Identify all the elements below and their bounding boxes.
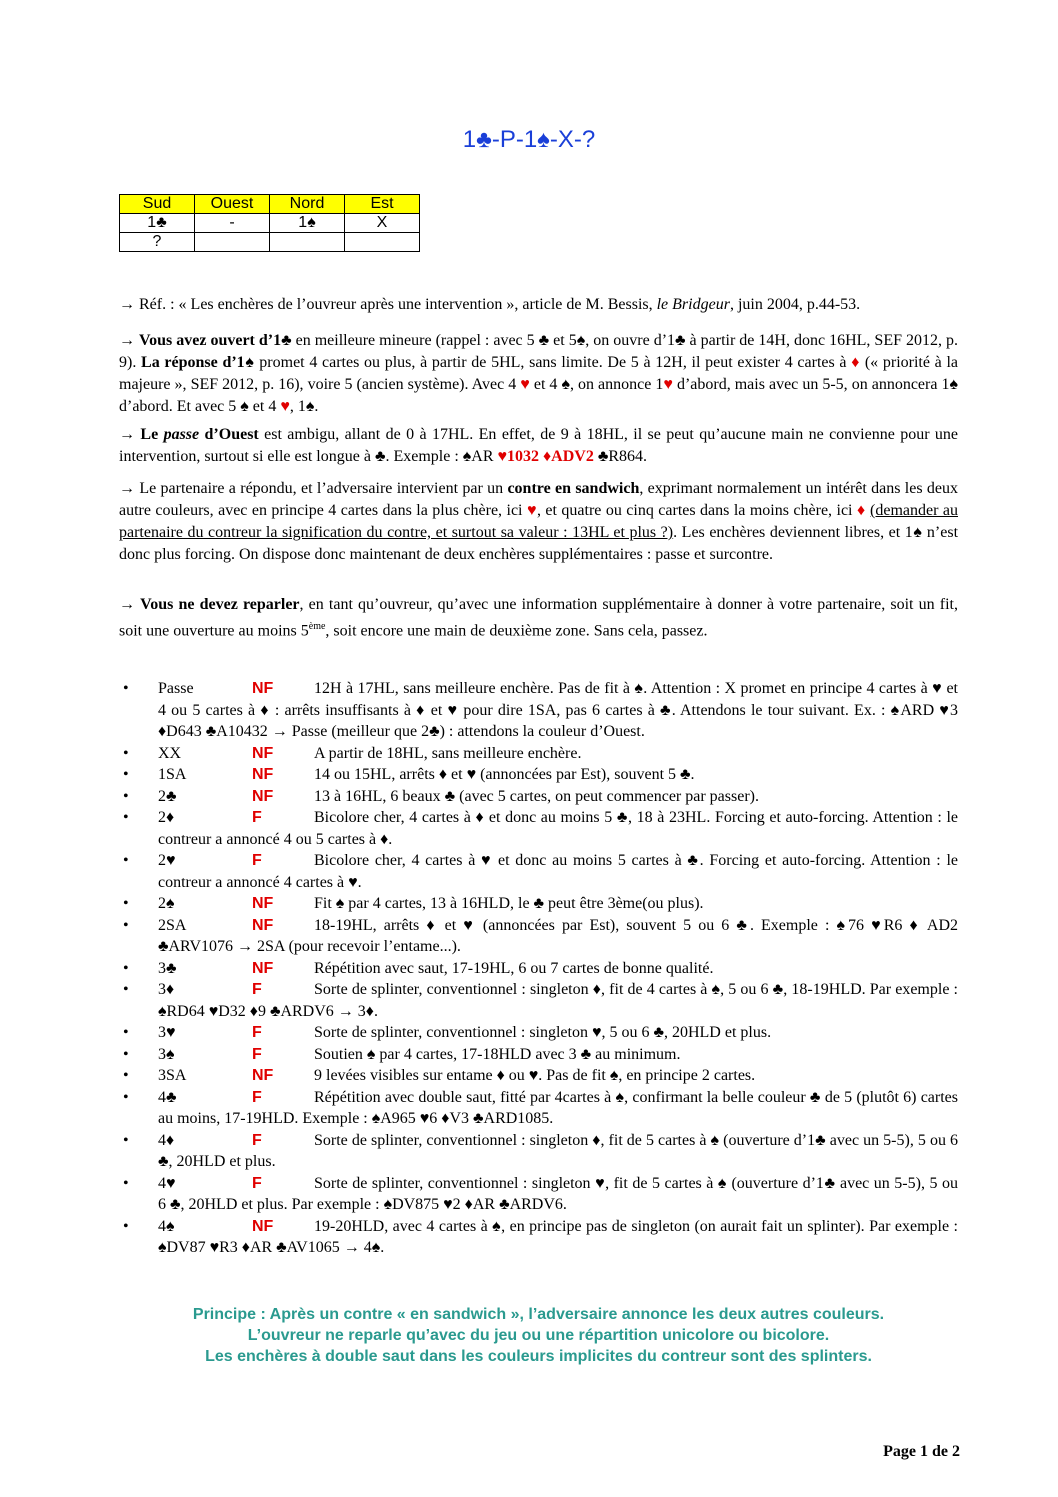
bid-item	[119, 958, 958, 980]
bid-description: Répétition avec double saut, fitté par 4cartes à ♠, confirmant la belle couleur ♣ de 5 (plutôt 6) cartes au moins, 17-19HLD. Exemple : ♠A965 ♥6 ♦V3 ♣ARD1085.	[158, 1088, 958, 1127]
bid-item	[119, 893, 958, 915]
forcing-label: NF	[252, 959, 274, 977]
bid-label: 2♠	[158, 895, 175, 912]
principle-line: Les enchères à double saut dans les couleurs implicites du contreur sont des splinters.	[205, 1348, 872, 1365]
bid-label: 3♠	[158, 1045, 175, 1063]
bullet-icon: •	[123, 1045, 129, 1063]
bid-description: Soutien ♠ par 4 cartes, 17-18HLD avec 3 ♣ au minimum.	[314, 1045, 681, 1063]
bid-description: 14 ou 15HL, arrêts ♦ et ♥ (annoncées par Est), souvent 5 ♣.	[314, 766, 695, 783]
bid-cell	[195, 233, 270, 252]
bid-item	[119, 1216, 958, 1259]
bid-label: Passe	[158, 680, 194, 697]
west-pass-paragraph: → Le passe d’Ouest est ambigu, allant de 0 à 17HL. En effet, de 9 à 18HL, il se peut qu’aucune main ne convienne pour une intervention, surtout si elle est longue à ♣. Exemple : ♠AR ♥1032 ♦ADV2 ♣R864.	[119, 426, 959, 465]
bullet-icon: •	[123, 1174, 129, 1192]
bid-cell: 1♣	[120, 214, 195, 233]
bid-label: XX	[158, 744, 182, 762]
bid-item	[119, 1130, 958, 1173]
bid-description: 9 levées visibles sur entame ♦ ou ♥. Pas de fit ♠, en principe 2 cartes.	[314, 1067, 756, 1084]
bid-description: 13 à 16HL, 6 beaux ♣ (avec 5 cartes, on peut commencer par passer).	[314, 787, 759, 805]
bid-label: 2SA	[158, 916, 187, 934]
bid-description: Sorte de splinter, conventionnel : singleton ♦, fit de 5 cartes à ♠ (ouverture d’1♣ avec un 5-5), 5 ou 6 ♣, 20HLD et plus.	[158, 1131, 958, 1170]
bullet-icon: •	[123, 1067, 129, 1084]
forcing-label: NF	[252, 916, 274, 934]
bid-description: Sorte de splinter, conventionnel : singleton ♥, fit de 5 cartes à ♠ (ouverture d’1♣ avec un 5-5), 5 ou 6 ♣, 20HLD et plus. Par exemple : ♠DV875 ♥2 ♦AR ♣ARDV6.	[158, 1174, 958, 1213]
bid-item	[119, 678, 958, 743]
sandwich-double-paragraph: → Le partenaire a répondu, et l’adversaire intervient par un contre en sandwich, exprimant normalement un intérêt dans les deux autre couleurs, avec en principe 4 cartes dans la plus chère, ici ♥, et quatre ou cinq cartes dans la moins chère, ici ♦ (demander au partenaire du contreur la signification du contre, et surtout sa valeur : 13HL et plus ?). Les enchères deviennent libres, et 1♠ n’est donc plus forcing. On dispose donc maintenant de deux enchères supplémentaires : passe et surcontre.	[119, 480, 959, 563]
bid-description: 12H à 17HL, sans meilleure enchère. Pas de fit à ♠. Attention : X promet en principe 4 cartes à ♥ et 4 ou 5 cartes à ♦ : arrêts insuffisants à ♦ et ♥ pour dire 1SA, pas 6 cartes à ♣. Attendons le tour suivant. Ex. : ♠ARD ♥3 ♦D643 ♣A10432 → Passe (meilleur que 2♣) : attendons la couleur d’Ouest.	[158, 680, 958, 740]
bullet-icon: •	[123, 959, 129, 977]
bidding-table	[119, 194, 420, 252]
bid-label: 2♣	[158, 787, 177, 805]
forcing-label: NF	[252, 680, 274, 697]
page-number: Page 1 de 2	[883, 1443, 960, 1460]
bullet-icon: •	[123, 744, 129, 762]
bid-label: 1SA	[158, 766, 187, 783]
bid-label: 2♦	[158, 809, 175, 826]
page-title: 1♣-P-1♠-X-?	[462, 126, 596, 153]
bullet-icon: •	[123, 981, 129, 998]
forcing-label: F	[252, 852, 262, 869]
header-est: Est	[345, 195, 420, 214]
bid-description: Sorte de splinter, conventionnel : singleton ♦, fit de 4 cartes à ♠, 5 ou 6 ♣, 18-19HLD. Par exemple : ♠RD64 ♥D32 ♦9 ♣ARDV6 → 3♦.	[158, 981, 958, 1020]
bid-description: Répétition avec saut, 17-19HL, 6 ou 7 cartes de bonne qualité.	[314, 959, 714, 977]
bid-description: 19-20HLD, avec 4 cartes à ♠, en principe pas de singleton (on aurait fait un splinter). Par exemple : ♠DV87 ♥R3 ♦AR ♣AV1065 → 4♠.	[158, 1217, 958, 1256]
rebid-paragraph: → Vous ne devez reparler, en tant qu’ouvreur, qu’avec une information supplémentaire à donner à votre partenaire, soit un fit, soit une ouverture au moins 5ème, soit encore une main de deuxième zone. Sans cela, passez.	[119, 596, 958, 640]
bid-description: Bicolore cher, 4 cartes à ♥ et donc au moins 5 cartes à ♣. Forcing et auto-forcing. Attention : le contreur a annoncé 4 cartes à ♥.	[158, 852, 958, 891]
principle-line: Principe : Après un contre « en sandwich », l’adversaire annonce les deux autres couleurs.	[192, 1306, 885, 1323]
bid-label: 3♣	[158, 959, 177, 977]
bullet-icon: •	[123, 809, 129, 826]
bid-description: 18-19HL, arrêts ♦ et ♥ (annoncées par Est), souvent 5 ou 6 ♣. Exemple : ♠76 ♥R6 ♦ AD2 ♣ARV1076 → 2SA (pour recevoir l’entame...).	[158, 916, 958, 955]
bullet-icon: •	[123, 1024, 129, 1041]
bullet-icon: •	[123, 1217, 129, 1235]
forcing-label: F	[252, 1088, 262, 1106]
bid-label: 4♥	[158, 1174, 176, 1192]
bid-item	[119, 743, 958, 765]
bid-item	[119, 850, 958, 893]
bullet-icon: •	[123, 895, 129, 912]
bid-label: 3♥	[158, 1024, 176, 1041]
bid-item	[119, 1087, 958, 1130]
bid-label: 3♦	[158, 981, 175, 998]
bid-description: Fit ♠ par 4 cartes, 13 à 16HLD, le ♣ peut être 3ème(ou plus).	[314, 895, 704, 912]
bid-label: 4♦	[158, 1131, 175, 1149]
forcing-label: NF	[252, 895, 274, 912]
bid-cell: 1♠	[270, 214, 345, 233]
bid-item	[119, 807, 958, 850]
bullet-icon: •	[123, 1088, 129, 1106]
bullet-icon: •	[123, 787, 129, 805]
forcing-label: NF	[252, 787, 274, 805]
bullet-icon: •	[123, 1131, 129, 1149]
bid-description: Sorte de splinter, conventionnel : singleton ♥, 5 ou 6 ♣, 20HLD et plus.	[314, 1024, 772, 1041]
header-ouest: Ouest	[195, 195, 270, 214]
opening-paragraph: → Vous avez ouvert d’1♣ en meilleure mineure (rappel : avec 5 ♣ et 5♠, on ouvre d’1♣ à partir de 14H, donc 16HL, SEF 2012, p. 9). La réponse d’1♠ promet 4 cartes ou plus, à partir de 5HL, sans limite. De 5 à 12H, il peut exister 4 cartes à ♦ (« priorité à la majeure », SEF 2012, p. 16), voire 5 (ancien système). Avec 4 ♥ et 4 ♠, on annonce 1♥ d’abord, mais avec un 5-5, on annoncera 1♠ d’abord. Et avec 5 ♠ et 4 ♥, 1♠.	[119, 332, 959, 415]
reference-paragraph: → Réf. : « Les enchères de l’ouvreur après une intervention », article de M. Bessis, le Bridgeur, juin 2004, p.44-53.	[119, 296, 861, 313]
bidding-row	[120, 233, 420, 252]
bid-list	[119, 678, 958, 1259]
bid-cell	[345, 233, 420, 252]
header-nord: Nord	[270, 195, 345, 214]
principle-line: L’ouvreur ne reparle qu’avec du jeu ou une répartition unicolore ou bicolore.	[247, 1327, 830, 1344]
bid-cell: ?	[120, 233, 195, 252]
forcing-label: F	[252, 1045, 262, 1063]
bid-item	[119, 979, 958, 1022]
forcing-label: NF	[252, 744, 274, 762]
forcing-label: F	[252, 1174, 262, 1192]
forcing-label: NF	[252, 766, 274, 783]
bid-cell	[270, 233, 345, 252]
forcing-label: F	[252, 809, 262, 826]
header-sud: Sud	[120, 195, 195, 214]
bid-label: 4♠	[158, 1217, 175, 1235]
forcing-label: F	[252, 981, 262, 998]
bid-item	[119, 915, 958, 958]
forcing-label: NF	[252, 1217, 274, 1235]
bullet-icon: •	[123, 680, 129, 697]
forcing-label: F	[252, 1024, 262, 1041]
bidding-table-header	[120, 195, 420, 214]
bidding-row	[120, 214, 420, 233]
bid-label: 3SA	[158, 1067, 187, 1084]
bullet-icon: •	[123, 852, 129, 869]
forcing-label: F	[252, 1131, 262, 1149]
bid-description: Bicolore cher, 4 cartes à ♦ et donc au moins 5 ♣, 18 à 23HL. Forcing et auto-forcing. Attention : le contreur a annoncé 4 ou 5 cartes à ♦.	[158, 809, 958, 848]
bid-label: 4♣	[158, 1088, 177, 1106]
bullet-icon: •	[123, 766, 129, 783]
bid-item	[119, 1065, 958, 1087]
forcing-label: NF	[252, 1067, 274, 1084]
bullet-icon: •	[123, 916, 129, 934]
bid-item	[119, 1044, 958, 1066]
bid-label: 2♥	[158, 852, 176, 869]
principle-box	[119, 1304, 958, 1367]
bid-description: A partir de 18HL, sans meilleure enchère.	[314, 744, 582, 762]
bid-cell: X	[345, 214, 420, 233]
bid-cell: -	[195, 214, 270, 233]
bid-item	[119, 1173, 958, 1216]
bid-item	[119, 764, 958, 786]
bid-item	[119, 786, 958, 808]
bid-item	[119, 1022, 958, 1044]
